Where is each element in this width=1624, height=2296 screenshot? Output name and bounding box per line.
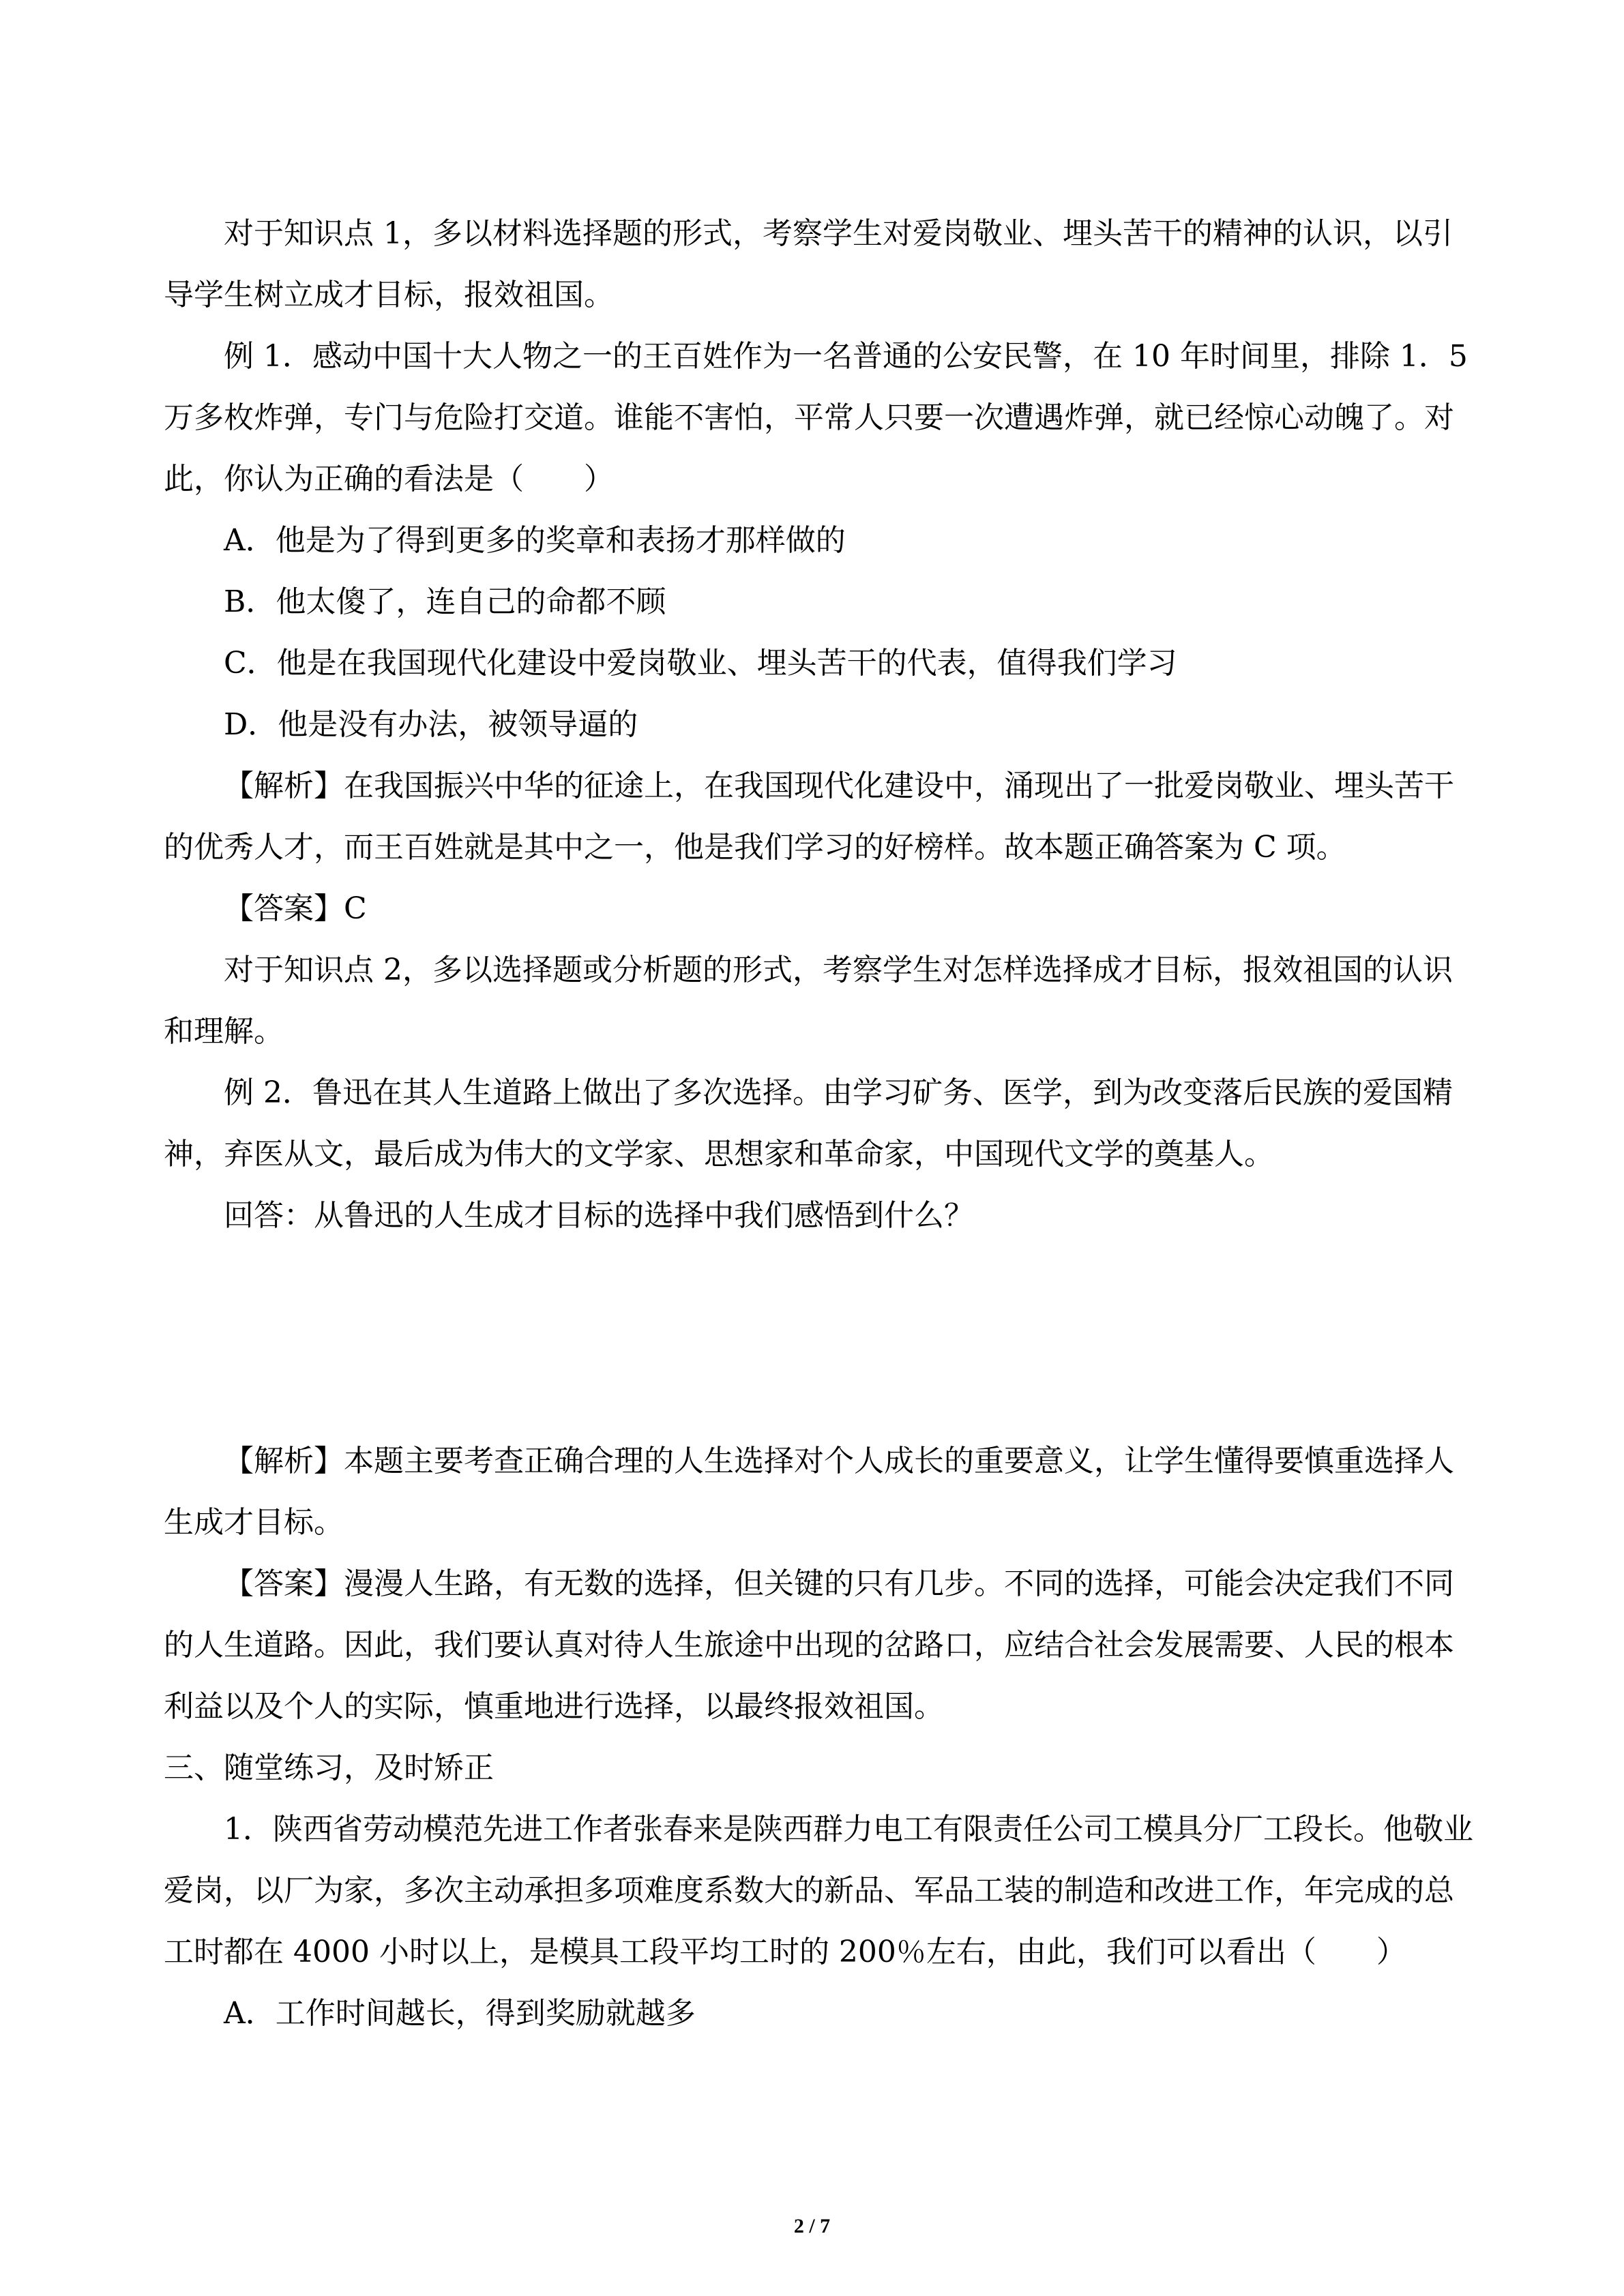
- option-c: C．他是在我国现代化建设中爱岗敬业、埋头苦干的代表，值得我们学习: [224, 646, 1177, 681]
- paragraph-answer-2: 【答案】漫漫人生路，有无数的选择，但关键的只有几步。不同的选择，可能会决定我们不同的人生道路。因此，我们要认真对待人生旅途中出现的岔路口，应结合社会发展需要、人民的根本利益以及个人的实际，慎重地进行选择，以最终报效祖国。: [164, 1566, 1454, 1724]
- option-b: B．他太傻了，连自己的命都不顾: [224, 584, 666, 619]
- paragraph-question-2: 回答：从鲁迅的人生成才目标的选择中我们感悟到什么？: [224, 1198, 974, 1233]
- section-heading: 三、随堂练习，及时矫正: [164, 1750, 494, 1785]
- paragraph-exercise-1: 1．陕西省劳动模范先进工作者张春来是陕西群力电工有限责任公司工模具分厂工段长。他敬业爱岗，以厂为家，多次主动承担多项难度系数大的新品、军品工装的制造和改进工作，年完成的总工时都在 4000 小时以上，是模具工段平均工时的 200％左右，由此，我们可以看出（ ）: [164, 1812, 1473, 1969]
- page-content: [164, 203, 1480, 2044]
- paragraph-example-2: 例 2．鲁迅在其人生道路上做出了多次选择。由学习矿务、医学，到为改变落后民族的爱国精神，弃医从文，最后成为伟大的文学家、思想家和革命家，中国现代文学的奠基人。: [164, 1075, 1453, 1172]
- paragraph-knowledge-point-1: 对于知识点 1，多以材料选择题的形式，考察学生对爱岗敬业、埋头苦干的精神的认识，以引导学生树立成才目标，报效祖国。: [164, 216, 1453, 312]
- paragraph-analysis-2: 【解析】本题主要考查正确合理的人生选择对个人成长的重要意义，让学生懂得要慎重选择人生成才目标。: [164, 1444, 1454, 1540]
- option-a: A．他是为了得到更多的奖章和表扬才那样做的: [224, 523, 846, 558]
- answer-blank-space: [164, 1247, 1480, 1431]
- paragraph-knowledge-point-2: 对于知识点 2，多以选择题或分析题的形式，考察学生对怎样选择成才目标，报效祖国的认识和理解。: [164, 953, 1453, 1049]
- page-number: 2 / 7: [793, 2215, 831, 2237]
- paragraph-analysis-1: 【解析】在我国振兴中华的征途上，在我国现代化建设中，涌现出了一批爱岗敬业、埋头苦干的优秀人才，而王百姓就是其中之一，他是我们学习的好榜样。故本题正确答案为 C 项。: [164, 769, 1454, 865]
- paragraph-answer-1: 【答案】C: [224, 891, 367, 926]
- paragraph-example-1: 例 1．感动中国十大人物之一的王百姓作为一名普通的公安民警，在 10 年时间里，排除 1．5 万多枚炸弹，专门与危险打交道。谁能不害怕，平常人只要一次遭遇炸弹，就已经惊心动魄了。对此，你认为正确的看法是（ ）: [164, 339, 1468, 496]
- exercise-option-a: A．工作时间越长，得到奖励就越多: [224, 1996, 696, 2031]
- option-d: D．他是没有办法，被领导逼的: [224, 707, 638, 742]
